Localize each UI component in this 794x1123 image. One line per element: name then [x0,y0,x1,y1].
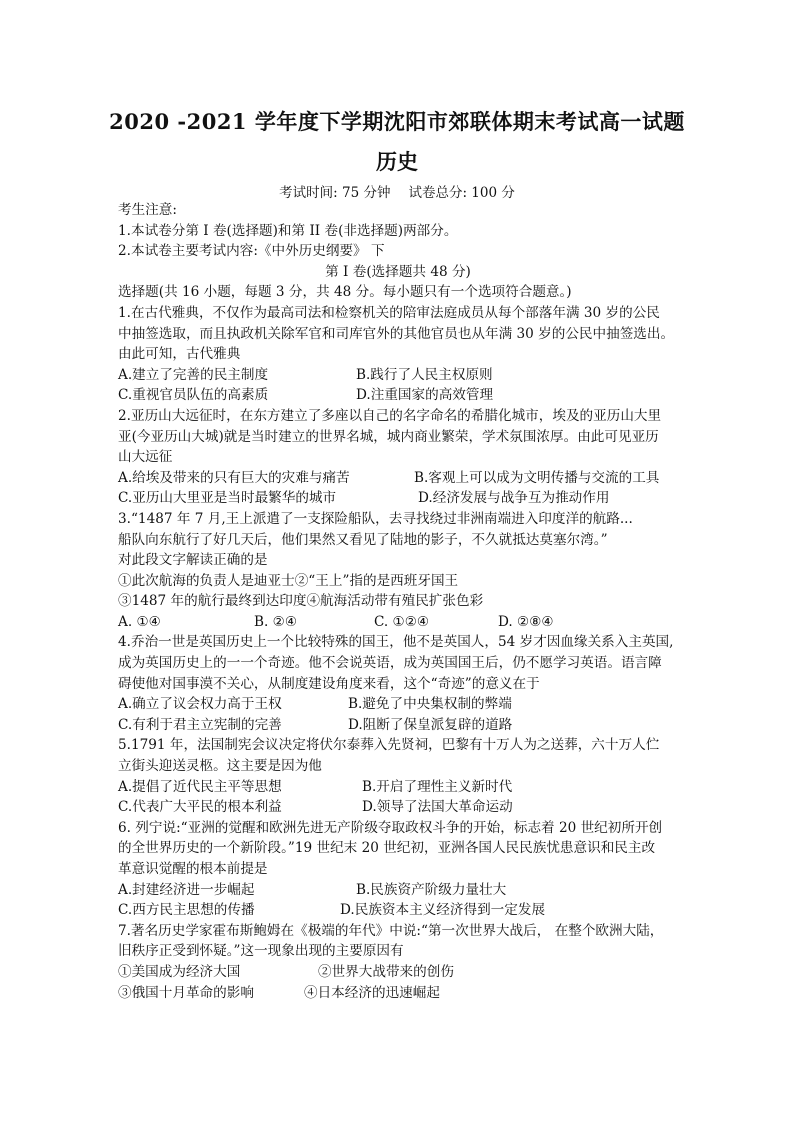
question-7 [118,921,678,1003]
exam-title: 2020 -2021 学年度下学期沈阳市郊联体期末考试高一试题 [109,109,685,134]
option-a: A.封建经济进一步崛起 [118,881,255,898]
option-c: C.亚历山大里亚是当时最繁华的城市 [118,490,337,507]
subject-title: 历史 [376,149,418,174]
question-2 [118,406,678,509]
option-a: A.建立了完善的民主制度 [118,366,269,383]
option-c: C.西方民主思想的传播 [118,902,255,919]
option-row [118,488,678,509]
option-d: D.领导了法国大革命运动 [362,799,513,816]
option-row [118,694,678,715]
question-5 [118,735,678,817]
option-a: A. ①④ [118,613,161,630]
question-text: 1.在古代雅典，不仅作为最高司法和检察机关的陪审法庭成员从每个部落年满 30 岁的公民 [118,304,660,321]
question-text: 亚(今亚历山大城)就是当时建立的世界名城，城内商业繁荣，学术氛围浓厚。由此可见亚历 [118,428,659,445]
question-text: ①此次航海的负责人是迪亚士②“王上”指的是西班牙国王 [118,572,459,589]
notes-heading: 考生注意: [118,202,177,218]
option-row [118,365,678,386]
exam-info [0,181,794,201]
option-a: A.提倡了近代民主平等思想 [118,778,282,795]
option-a: A.确立了议会权力高于王权 [118,696,282,713]
section-instruction: 选择题(共 16 小题，每题 3 分，共 48 分。每小题只有一个选项符合题意。) [118,284,572,301]
option-b: B.民族资产阶级力量壮大 [356,881,507,898]
question-text: 对此段文字解读正确的是 [118,552,268,569]
option-c: C. ①②④ [374,613,430,630]
question-text: 成为英国历史上的一一个奇迹。他不会说英语，成为英国国王后，仍不愿学习英语。语言障 [118,655,662,672]
option-row [118,612,678,633]
question-text: 立街头迎送灵柩。这主要是因为他 [118,758,322,775]
option-d: D.阻断了保皇派复辟的道路 [348,716,513,733]
option-b: B. ②④ [254,613,298,630]
question-text: 4.乔治一世是英国历史上一个比较特殊的国王，他不是英国人，54 岁才因血缘关系入主英国, [118,634,674,651]
note-item: 1.本试卷分第 I 卷(选择题)和第 II 卷(非选择题)两部分。 [118,222,458,239]
question-text: 由此可知，古代雅典 [118,346,241,363]
option-row [118,880,678,901]
option-d: D.民族资本主义经济得到一定发展 [340,902,546,919]
option-b: B.客观上可以成为文明传播与交流的工具 [414,469,660,486]
question-text: 旧秩序正受到怀疑。”这一现象出现的主要原因有 [118,943,404,960]
question-text: 中抽签选取，而且执政机关除军官和司库官外的其他官员也从年满 30 岁的公民中抽签选出。 [118,325,675,342]
question-text: 3.“1487 年 7 月,王上派遣了一支探险船队，去寻找绕过非洲南端进入印度洋的航路... [118,510,633,527]
option-a: A.给埃及带来的只有巨大的灾难与痛苦 [118,469,350,486]
option-4: ④日本经济的迅速崛起 [304,984,440,1001]
option-row [118,385,678,406]
question-4 [118,632,678,735]
question-text: ③1487 年的航行最终到达印度④航海活动带有殖民扩张色彩 [118,593,484,610]
question-text: 船队向东航行了好几天后，他们果然又看见了陆地的影子，不久就抵达莫塞尔湾。” [118,531,608,548]
question-3 [118,509,678,633]
option-row [118,983,678,1004]
option-d: D.经济发展与战争互为推动作用 [418,490,610,507]
option-c: C.有利于君主立宪制的完善 [118,716,282,733]
option-row [118,468,678,489]
option-c: C.代表广大平民的根本利益 [118,799,282,816]
option-row [118,797,678,818]
option-2: ②世界大战带来的创伤 [318,963,454,980]
option-3: ③俄国十月革命的影响 [118,984,254,1001]
option-row [118,777,678,798]
question-text: 革意识觉醒的根本前提是 [118,861,268,877]
question-text: 5.1791 年，法国制宪会议决定将伏尔泰葬入先贤祠，巴黎有十万人为之送葬，六十万人伫 [118,737,660,754]
option-d: D.注重国家的高效管理 [356,387,494,404]
option-row [118,962,678,983]
option-row [118,715,678,736]
question-text: 7.著名历史学家霍布斯鲍姆在《极端的年代》中说:“第一次世界大战后， 在整个欧洲大陆， [118,922,664,939]
exam-body [118,200,678,1003]
exam-time: 考试时间: 75 分钟 [279,185,391,201]
question-text: 碍使他对国事漠不关心，从制度建设角度来看，这个“奇迹”的意义在于 [118,675,540,692]
option-b: B.践行了人民主权原则 [356,366,493,383]
exam-score: 试卷总分: 100 分 [408,185,515,201]
option-1: ①美国成为经济大国 [118,963,241,980]
option-c: C.重视官员队伍的高素质 [118,387,269,404]
question-text: 山大远征 [118,449,173,466]
question-text: 的全世界历史的一个新阶段。”19 世纪末 20 世纪初，亚洲各国人民民族忧患意识和民主改 [118,840,656,857]
section-title: 第 I 卷(选择题共 48 分) [325,263,471,280]
question-1 [118,303,678,406]
question-text: 2.亚历山大远征时，在东方建立了多座以自己的名字命名的希腊化城市，埃及的亚历山大里 [118,407,662,424]
option-d: D. ②⑧④ [498,613,554,630]
question-6 [118,818,678,921]
option-b: B.开启了理性主义新时代 [362,778,513,795]
note-item: 2.本试卷主要考试内容:《中外历史纲要》 下 [118,243,385,260]
option-b: B.避免了中央集权制的弊端 [348,696,512,713]
option-row [118,900,678,921]
question-text: 6. 列宁说:“亚洲的觉醒和欧洲先进无产阶级夺取政权斗争的开始，标志着 20 世纪初所开创 [118,819,663,836]
